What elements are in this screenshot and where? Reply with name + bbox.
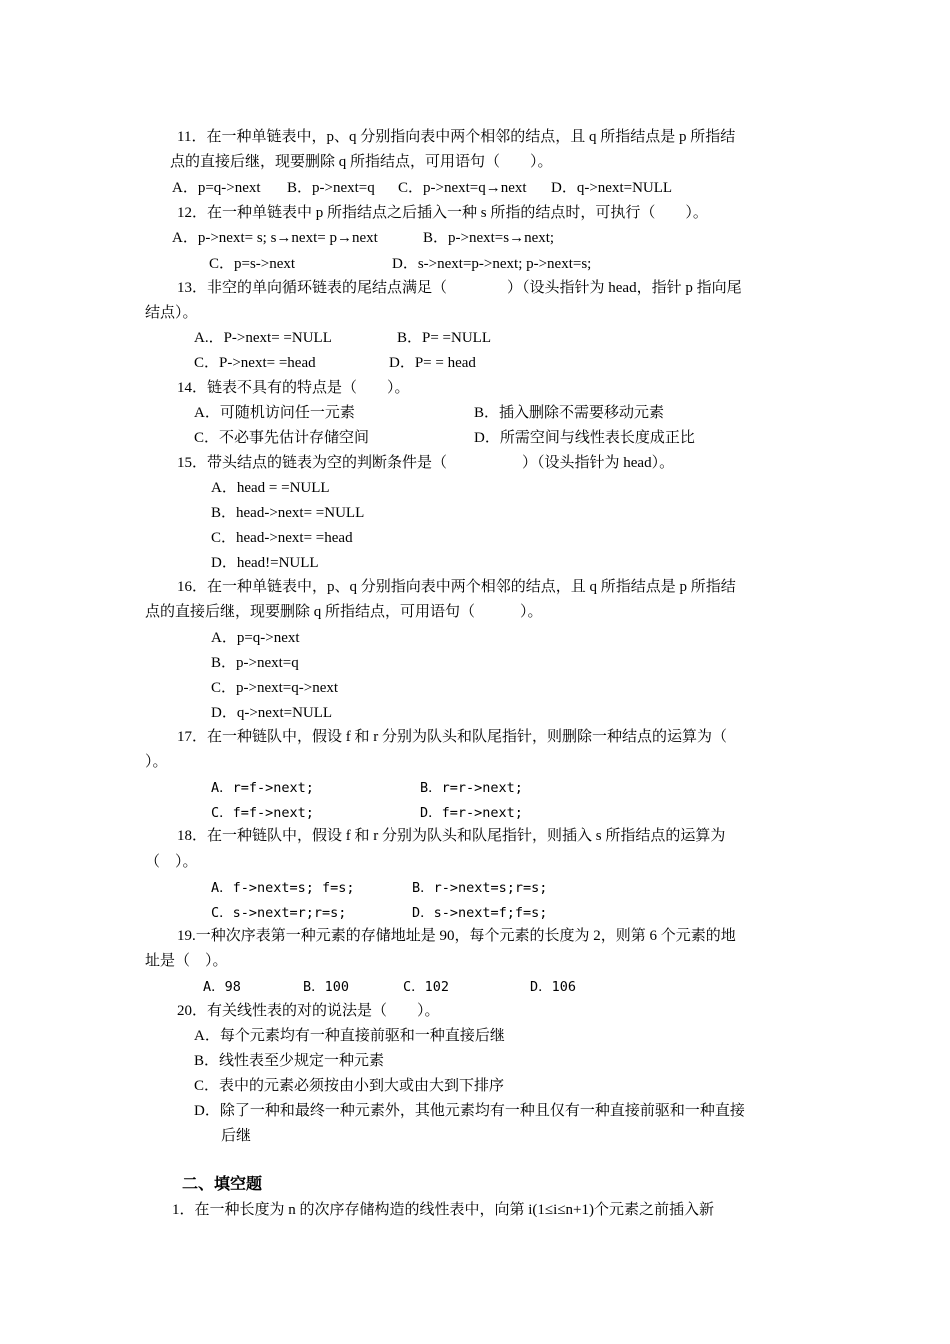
q12-option-a: A．p->next= s; s→next= p→next: [172, 230, 378, 246]
q14-option-a: A．可随机访问任一元素: [194, 405, 355, 421]
q17-option-c: C．f=f->next;: [211, 805, 314, 821]
q13-option-c: C．P->next= =head: [194, 355, 316, 371]
q11-option-c: C．p->next=q→next: [398, 180, 527, 196]
q17-line-2: ）。: [145, 754, 168, 770]
q12-line-1: 12．在一种单链表中 p 所指结点之后插入一种 s 所指的结点时，可执行（ ）。: [177, 205, 708, 221]
q11-option-b: B．p->next=q: [287, 180, 375, 196]
section-title: 二、填空题: [182, 1174, 263, 1193]
q14-option-b: B．插入删除不需要移动元素: [474, 405, 665, 421]
q15-option-d: D．head!=NULL: [211, 555, 319, 571]
q18-line-2: （ ）。: [145, 854, 198, 870]
q15-option-a: A．head = =NULL: [211, 480, 330, 496]
q20-line-1: 20．有关线性表的对的说法是（ ）。: [177, 1003, 440, 1019]
q12-option-b: B．p->next=s→next;: [423, 230, 555, 246]
q18-option-b: B．r->next=s;r=s;: [412, 880, 548, 896]
q20-option-d: D．除了一种和最终一种元素外，其他元素均有一种且仅有一种直接前驱和一种直接: [194, 1103, 745, 1119]
q19-line-1: 19.一种次序表第一种元素的存储地址是 90，每个元素的长度为 2，则第 6 个元素的地: [177, 928, 736, 944]
q19-option-b: B．100: [303, 979, 350, 995]
q12-option-d: D．s->next=p->next; p->next=s;: [392, 256, 592, 272]
q13-line-1: 13．非空的单向循环链表的尾结点满足（ ）（设头指针为 head，指针 p 指向尾: [177, 280, 742, 296]
q15-option-b: B．head->next= =NULL: [211, 505, 365, 521]
q13-option-a: A.．P->next= =NULL: [194, 330, 332, 346]
q17-option-d: D．f=r->next;: [420, 805, 523, 821]
q16-option-c: C．p->next=q->next: [211, 680, 339, 696]
fill-blank-q1-line-1: 1．在一种长度为 n 的次序存储构造的线性表中，向第 i(1≤i≤n+1)个元素之前插入新: [172, 1202, 715, 1218]
q19-option-c: C．102: [403, 979, 450, 995]
q16-line-1: 16．在一种单链表中，p、q 分别指向表中两个相邻的结点，且 q 所指结点是 p 所指结: [177, 579, 736, 595]
q15-option-c: C．head->next= =head: [211, 530, 353, 546]
q15-line-1: 15．带头结点的链表为空的判断条件是（ ）（设头指针为 head）。: [177, 455, 675, 471]
q17-line-1: 17．在一种链队中，假设 f 和 r 分别为队头和队尾指针，则删除一种结点的运算为（: [177, 729, 727, 745]
q20-option-b: B．线性表至少规定一种元素: [194, 1053, 385, 1069]
q19-option-a: A．98: [203, 979, 241, 995]
q19-option-d: D．106: [530, 979, 577, 995]
q17-option-b: B．r=r->next;: [420, 780, 523, 796]
q14-option-c: C．不必事先估计存储空间: [194, 430, 370, 446]
q18-option-a: A．f->next=s; f=s;: [211, 880, 355, 896]
q18-option-d: D．s->next=f;f=s;: [412, 905, 548, 921]
q12-option-c: C．p=s->next: [209, 256, 296, 272]
q11-line-1: 11．在一种单链表中，p、q 分别指向表中两个相邻的结点，且 q 所指结点是 p 所指结: [177, 129, 736, 145]
q11-line-2: 点的直接后继，现要删除 q 所指结点，可用语句（ ）。: [170, 154, 553, 170]
q13-option-d: D．P= = head: [389, 355, 476, 371]
q14-option-d: D．所需空间与线性表长度成正比: [474, 430, 695, 446]
q11-option-a: A．p=q->next: [172, 180, 261, 196]
q11-option-d: D．q->next=NULL: [551, 180, 673, 196]
q13-option-b: B．P= =NULL: [397, 330, 492, 346]
q19-line-2: 址是（ ）。: [145, 953, 228, 969]
q16-line-2: 点的直接后继，现要删除 q 所指结点，可用语句（ ）。: [145, 604, 543, 620]
q17-option-a: A．r=f->next;: [211, 780, 314, 796]
q16-option-b: B．p->next=q: [211, 655, 299, 671]
q18-line-1: 18．在一种链队中，假设 f 和 r 分别为队头和队尾指针，则插入 s 所指结点的运算为: [177, 828, 726, 844]
q20-option-a: A．每个元素均有一种直接前驱和一种直接后继: [194, 1028, 505, 1044]
q18-option-c: C．s->next=r;r=s;: [211, 905, 347, 921]
q16-option-d: D．q->next=NULL: [211, 705, 333, 721]
q20-option-c: C．表中的元素必须按由小到大或由大到下排序: [194, 1078, 505, 1094]
q13-line-2: 结点）。: [145, 305, 198, 321]
q16-option-a: A．p=q->next: [211, 630, 300, 646]
q14-line-1: 14．链表不具有的特点是（ ）。: [177, 380, 410, 396]
q20-option-d-continued: 后继: [221, 1128, 252, 1144]
